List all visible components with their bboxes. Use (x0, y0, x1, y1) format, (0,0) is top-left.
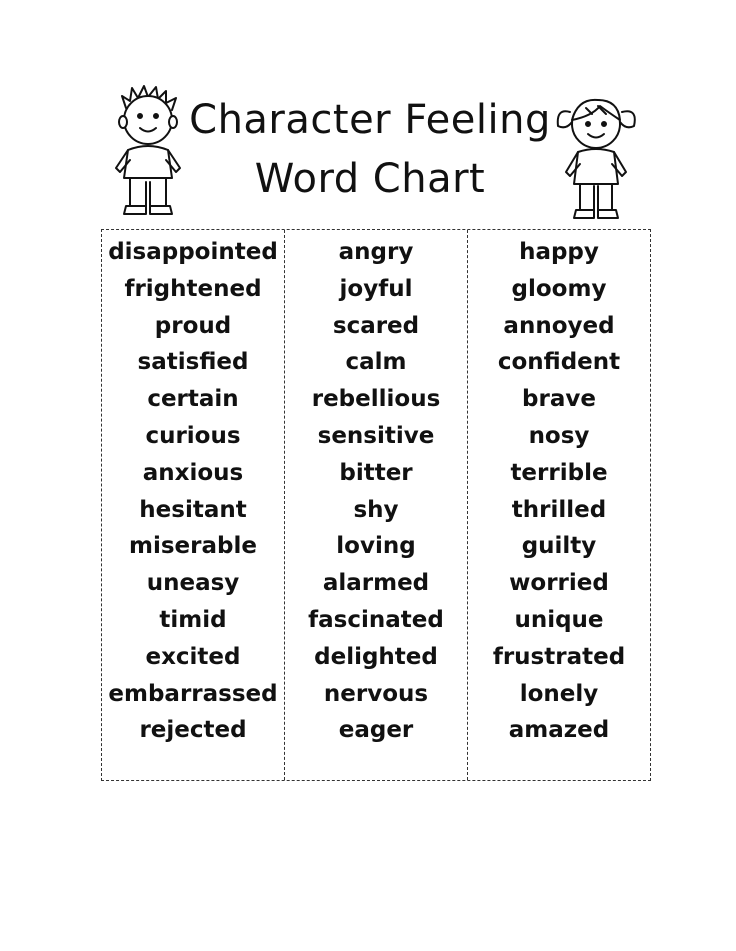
feeling-word: nervous (323, 680, 429, 707)
feeling-word: timid (159, 606, 227, 633)
feeling-word: unique (514, 606, 604, 633)
feeling-word: nosy (528, 422, 590, 449)
word-column-2 (285, 230, 468, 780)
feeling-word: disappointed (108, 239, 278, 265)
feeling-word: confident (497, 349, 621, 376)
feeling-word: brave (522, 386, 596, 413)
feeling-word: excited (145, 643, 241, 670)
feeling-word: lonely (519, 680, 599, 707)
feeling-word: fascinated (308, 606, 444, 633)
feeling-word: loving (336, 533, 416, 560)
feeling-word: miserable (129, 533, 257, 560)
feeling-word: amazed (508, 717, 610, 744)
feeling-word: curious (145, 422, 241, 449)
feeling-word: anxious (142, 459, 244, 486)
title-line-1: Character Feeling (189, 97, 551, 143)
feeling-word: bitter (339, 459, 413, 486)
feeling-word: delighted (314, 643, 438, 670)
feeling-word: rejected (139, 717, 247, 744)
feeling-word: scared (332, 312, 420, 339)
feeling-word: happy (519, 239, 599, 265)
feeling-word: angry (338, 239, 414, 265)
feeling-word: worried (509, 570, 609, 597)
feeling-word: gloomy (511, 275, 607, 302)
feeling-word: satisfied (137, 349, 249, 376)
feeling-word: eager (338, 717, 414, 744)
feeling-word: frustrated (492, 643, 626, 670)
feeling-word: annoyed (503, 312, 615, 339)
feeling-word: sensitive (317, 422, 435, 449)
feeling-word: calm (345, 349, 407, 376)
girl-cartoon-icon (548, 86, 644, 226)
word-column-3 (468, 230, 650, 780)
feeling-word: thrilled (511, 496, 607, 523)
feeling-word: hesitant (139, 496, 247, 523)
feeling-word: frightened (124, 275, 262, 302)
feeling-word: terrible (510, 459, 608, 486)
feeling-word: certain (147, 386, 239, 413)
word-column-1 (102, 230, 285, 780)
feeling-word: embarrassed (108, 680, 278, 707)
feeling-word: uneasy (146, 570, 240, 597)
title-line-2: Word Chart (254, 156, 486, 202)
feeling-word: proud (154, 312, 232, 339)
feeling-word: alarmed (322, 570, 430, 597)
feeling-word: shy (353, 496, 399, 523)
word-chart-table (101, 229, 651, 781)
feeling-word: guilty (521, 533, 597, 560)
feeling-word: joyful (339, 275, 413, 302)
feeling-word: rebellious (311, 386, 441, 413)
